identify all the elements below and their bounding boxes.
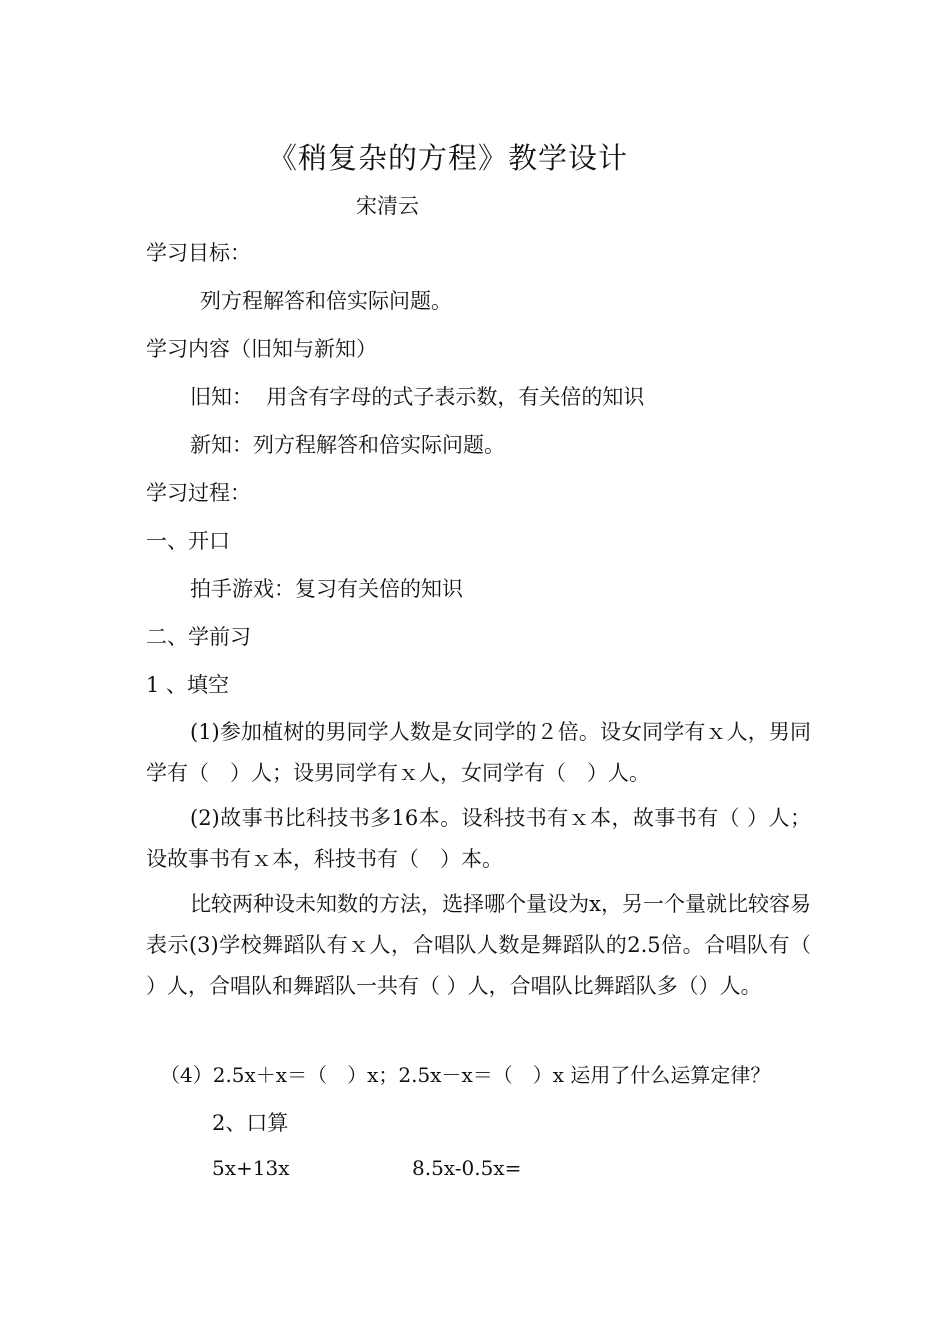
heading-content: 学习内容（旧知与新知）: [146, 337, 377, 361]
heading-process: 学习过程：: [146, 481, 251, 505]
question-1: (1)参加植树的男同学人数是女同学的２倍。设女同学有ｘ人，男同学有（ ）人；设男同学有ｘ人，女同学有（ ）人。: [146, 720, 811, 785]
document-title: 《稍复杂的方程》教学设计: [268, 141, 629, 175]
goals-text: 列方程解答和倍实际问题。: [200, 289, 452, 313]
calc-expression-1: 5x+13x: [212, 1156, 290, 1180]
section-1-heading: 一、开口: [146, 529, 230, 553]
heading-goals: 学习目标：: [146, 241, 251, 265]
author-name: 宋清云: [356, 194, 419, 218]
section-1-text: 拍手游戏：复习有关倍的知识: [190, 577, 463, 601]
section-2-heading: 二、学前习: [146, 625, 251, 649]
item-2-heading: 2、口算: [212, 1111, 289, 1135]
old-knowledge: 旧知： 用含有字母的式子表示数，有关倍的知识: [190, 385, 645, 409]
question-2: (2)故事书比科技书多16本。设科技书有ｘ本，故事书有（ ）人；设故事书有ｘ本，科技书有（ ）本。: [146, 806, 811, 871]
item-1-heading: 1 、填空: [146, 673, 230, 697]
calc-expression-2: 8.5x-0.5x=: [412, 1156, 522, 1180]
question-4: （4）2.5x＋x＝（ ）x；2.5x－x＝（ ）x 运用了什么运算定律？: [160, 1063, 771, 1087]
new-knowledge: 新知：列方程解答和倍实际问题。: [190, 433, 505, 457]
question-3: 比较两种设未知数的方法，选择哪个量设为x，另一个量就比较容易表示(3)学校舞蹈队有ｘ人，合唱队人数是舞蹈队的2.5倍。合唱队有（ ）人，合唱队和舞蹈队一共有（ ）人，合唱队比舞蹈队多（）人。: [146, 892, 811, 998]
